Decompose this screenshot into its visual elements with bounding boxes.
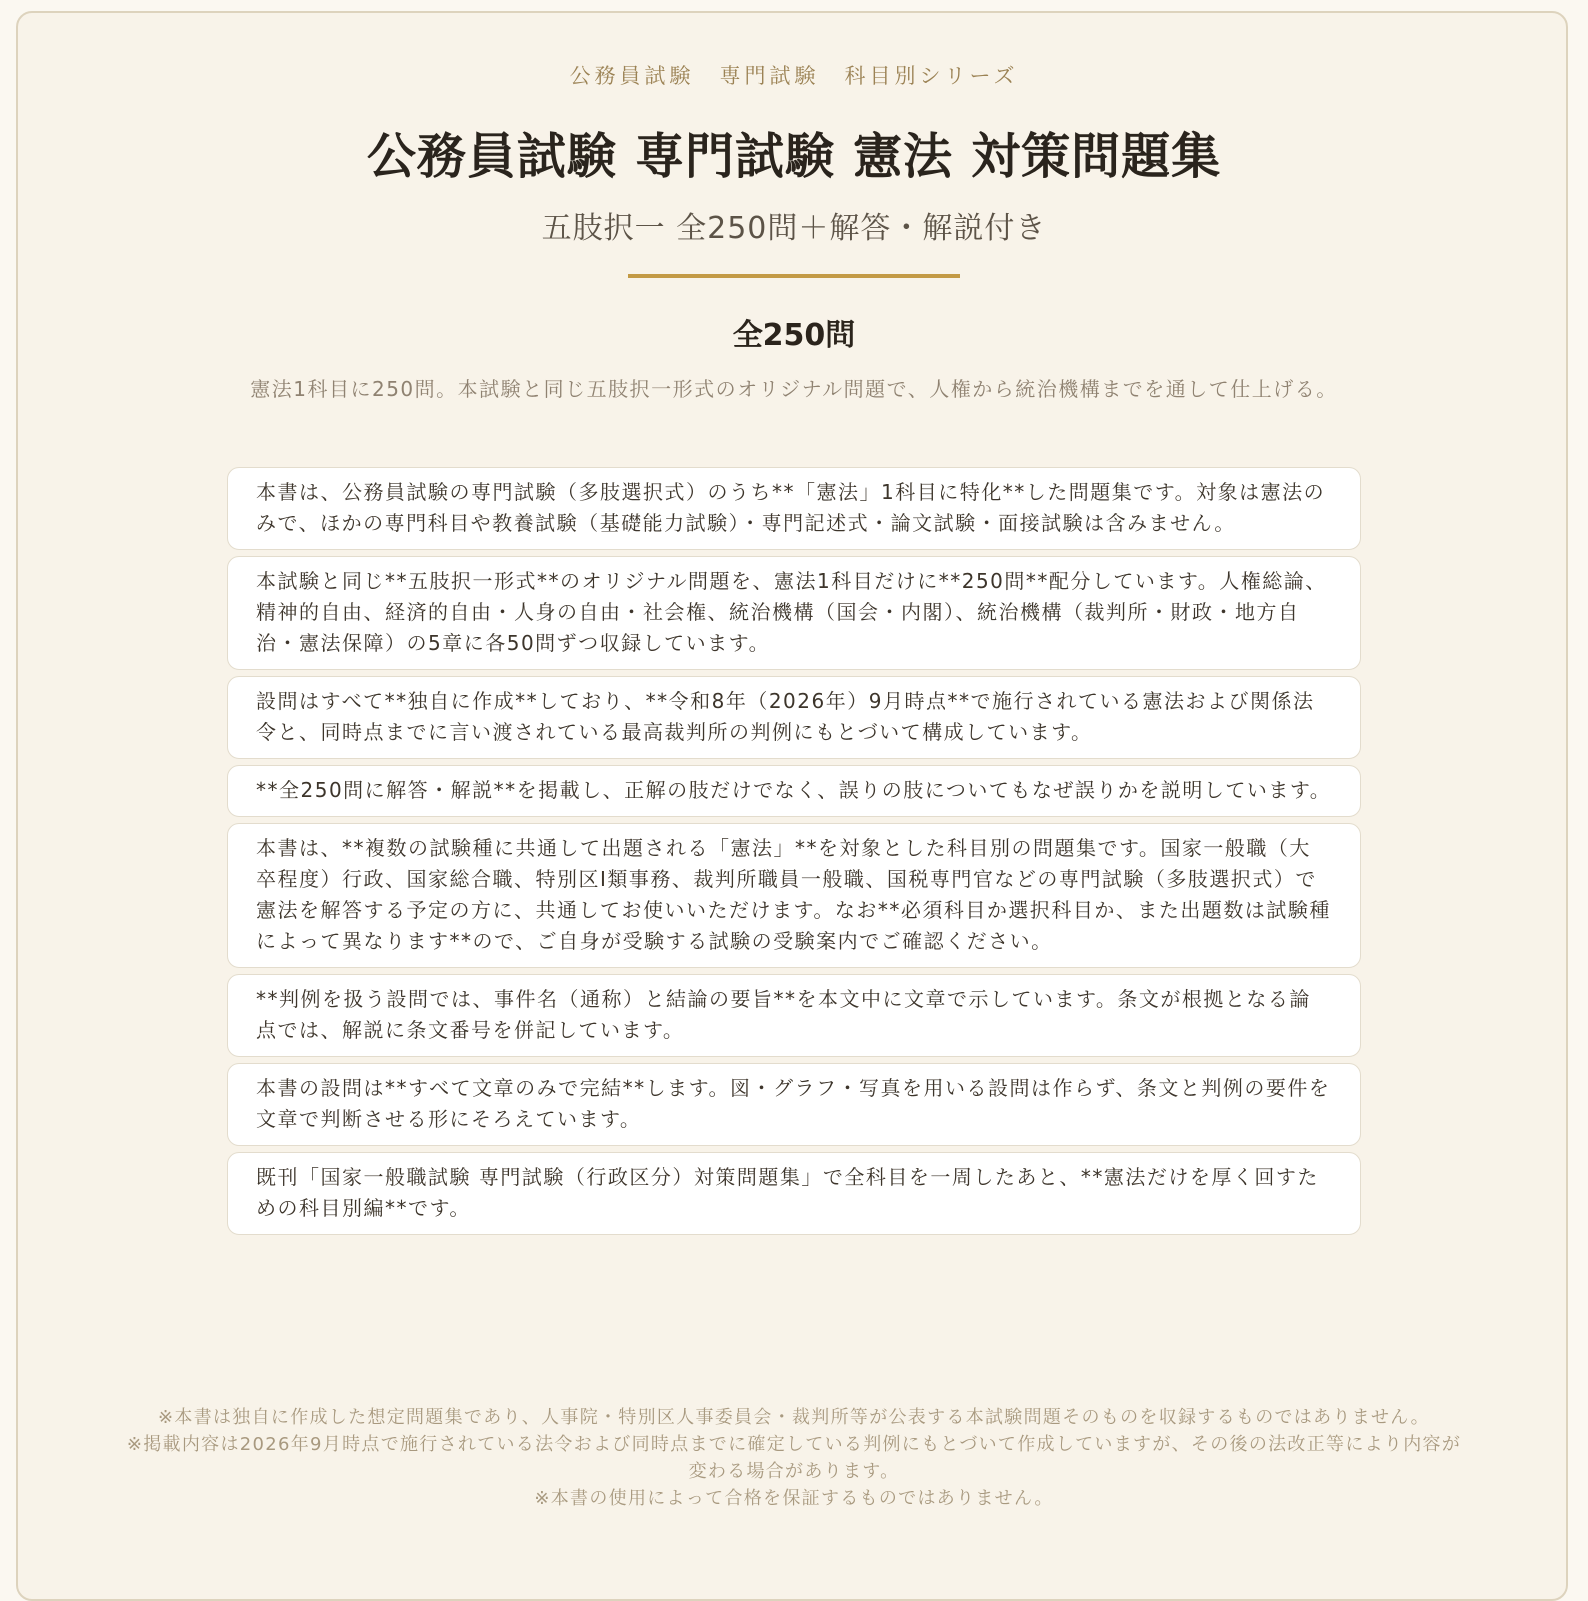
lead-text: 憲法1科目に250問。本試験と同じ五肢択一形式のオリジナル問題で、人権から統治機構までを通して仕上げる。	[250, 377, 1338, 401]
feature-card: 既刊「国家一般職試験 専門試験（行政区分）対策問題集」で全科目を一周したあと、**憲法だけを厚く回すための科目別編**です。	[227, 1152, 1361, 1235]
page-title: 公務員試験 専門試験 憲法 対策問題集	[366, 128, 1222, 185]
feature-list	[227, 467, 1361, 1241]
feature-card: **全250問に解答・解説**を掲載し、正解の肢だけでなく、誤りの肢についてもなぜ誤りかを説明しています。	[227, 765, 1361, 817]
page-subtitle: 五肢択一 全250問＋解答・解説付き	[541, 211, 1047, 246]
feature-card: **判例を扱う設問では、事件名（通称）と結論の要旨**を本文中に文章で示しています。条文が根拠となる論点では、解説に条文番号を併記しています。	[227, 974, 1361, 1057]
feature-card: 本書は、公務員試験の専門試験（多肢選択式）のうち**「憲法」1科目に特化**した問題集です。対象は憲法のみで、ほかの専門科目や教養試験（基礎能力試験）・専門記述式・論文試験・面接試験は含みません。	[227, 467, 1361, 550]
disclaimer-note: ※掲載内容は2026年9月時点で施行されている法令および同時点までに確定している判例にもとづいて作成していますが、その後の法改正等により内容が変わる場合があります。	[126, 1434, 1462, 1482]
feature-card: 本試験と同じ**五肢択一形式**のオリジナル問題を、憲法1科目だけに**250問**配分しています。人権総論、精神的自由、経済的自由・人身の自由・社会権、統治機構（国会・内閣）、統治機構（裁判所・財政・地方自治・憲法保障）の5章に各50問ずつ収録しています。	[227, 556, 1361, 670]
title-divider	[628, 274, 960, 278]
disclaimer-notes	[118, 1404, 1470, 1512]
feature-card: 本書は、**複数の試験種に共通して出題される「憲法」**を対象とした科目別の問題集です。国家一般職（大卒程度）行政、国家総合職、特別区Ⅰ類事務、裁判所職員一般職、国税専門官などの専門試験（多肢選択式）で憲法を解答する予定の方に、共通してお使いいただけます。なお**必須科目か選択科目か、また出題数は試験種によって異なります**ので、ご自身が受験する試験の受験案内でご確認ください。	[227, 823, 1361, 968]
question-count: 全250問	[732, 318, 856, 353]
disclaimer-note: ※本書の使用によって合格を保証するものではありません。	[534, 1488, 1054, 1509]
feature-card: 設問はすべて**独自に作成**しており、**令和8年（2026年）9月時点**で施行されている憲法および関係法令と、同時点までに言い渡されている最高裁判所の判例にもとづいて構成しています。	[227, 676, 1361, 759]
disclaimer-note: ※本書は独自に作成した想定問題集であり、人事院・特別区人事委員会・裁判所等が公表する本試験問題そのものを収録するものではありません。	[158, 1407, 1430, 1428]
feature-card: 本書の設問は**すべて文章のみで完結**します。図・グラフ・写真を用いる設問は作らず、条文と判例の要件を文章で判断させる形にそろえています。	[227, 1063, 1361, 1146]
series-label: 公務員試験 専門試験 科目別シリーズ	[569, 64, 1019, 88]
